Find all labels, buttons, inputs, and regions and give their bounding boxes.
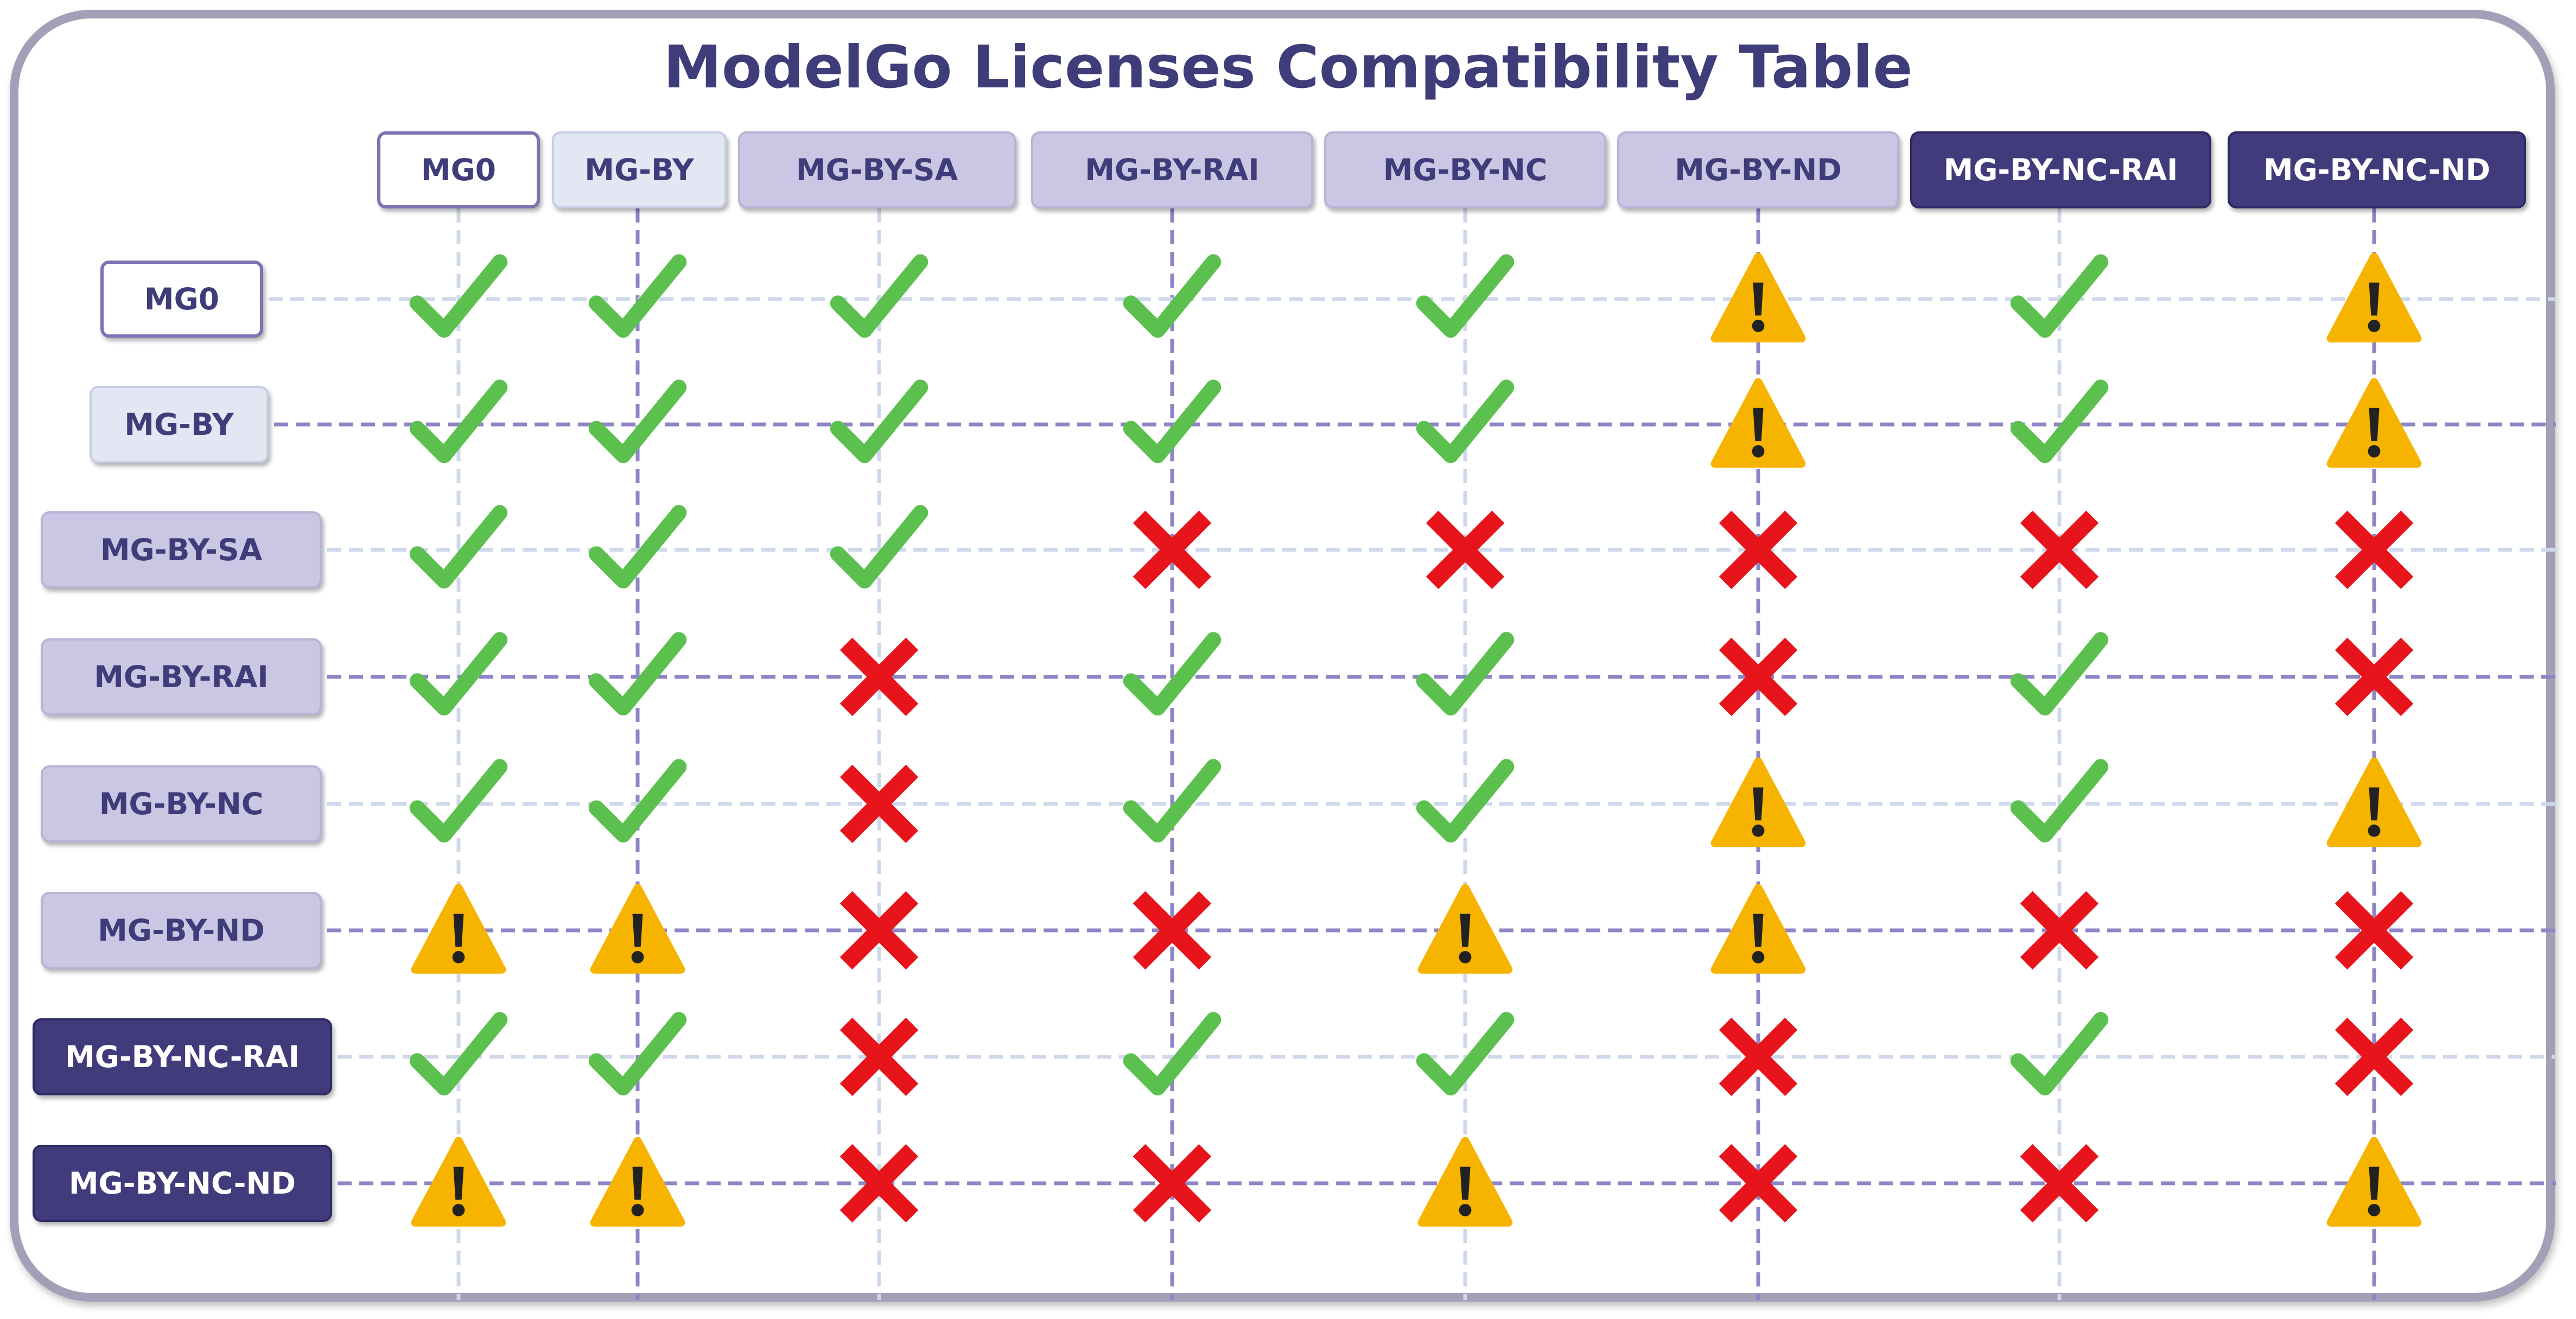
col-header-mg-by-nc-rai: MG-BY-NC-RAI xyxy=(1910,131,2211,208)
check-icon xyxy=(407,752,510,855)
check-icon xyxy=(2008,373,2111,476)
row-header-mg-by-nc-rai: MG-BY-NC-RAI xyxy=(33,1018,332,1095)
check-icon xyxy=(586,1005,689,1108)
cross-icon xyxy=(828,1005,931,1108)
check-icon xyxy=(828,498,931,601)
check-icon xyxy=(586,752,689,855)
cross-icon xyxy=(1414,498,1517,601)
cross-icon xyxy=(1121,498,1224,601)
check-icon xyxy=(1414,1005,1517,1108)
warning-icon xyxy=(2323,373,2426,476)
cross-icon xyxy=(1707,1132,1810,1235)
cross-icon xyxy=(2008,1132,2111,1235)
check-icon xyxy=(586,498,689,601)
row-header-mg-by-rai: MG-BY-RAI xyxy=(41,638,322,715)
row-header-mg-by-nc: MG-BY-NC xyxy=(41,765,322,842)
check-icon xyxy=(2008,248,2111,351)
row-header-mg-by-nd: MG-BY-ND xyxy=(41,892,322,969)
col-header-mg-by-nd: MG-BY-ND xyxy=(1617,131,1899,208)
row-header-mg-by: MG-BY xyxy=(90,386,269,463)
check-icon xyxy=(2008,625,2111,728)
check-icon xyxy=(407,625,510,728)
warning-icon xyxy=(407,879,510,982)
cross-icon xyxy=(1707,498,1810,601)
cross-icon xyxy=(828,1132,931,1235)
row-header-mg-by-nc-nd: MG-BY-NC-ND xyxy=(33,1145,332,1222)
col-header-mg-by-nc: MG-BY-NC xyxy=(1324,131,1606,208)
check-icon xyxy=(828,248,931,351)
cross-icon xyxy=(828,625,931,728)
warning-icon xyxy=(2323,1132,2426,1235)
check-icon xyxy=(2008,752,2111,855)
warning-icon xyxy=(2323,248,2426,351)
col-header-mg-by-sa: MG-BY-SA xyxy=(738,131,1016,208)
cross-icon xyxy=(2323,1005,2426,1108)
warning-icon xyxy=(2323,752,2426,855)
warning-icon xyxy=(1707,752,1810,855)
check-icon xyxy=(1121,373,1224,476)
row-header-mg0: MG0 xyxy=(100,261,263,338)
check-icon xyxy=(407,498,510,601)
col-header-mg-by: MG-BY xyxy=(552,131,727,208)
check-icon xyxy=(1414,752,1517,855)
check-icon xyxy=(1414,625,1517,728)
row-header-mg-by-sa: MG-BY-SA xyxy=(41,511,322,588)
cross-icon xyxy=(1707,625,1810,728)
check-icon xyxy=(2008,1005,2111,1108)
warning-icon xyxy=(407,1132,510,1235)
check-icon xyxy=(586,248,689,351)
col-header-mg0: MG0 xyxy=(377,131,540,208)
cross-icon xyxy=(1121,1132,1224,1235)
col-header-mg-by-nc-nd: MG-BY-NC-ND xyxy=(2228,131,2526,208)
warning-icon xyxy=(1414,879,1517,982)
check-icon xyxy=(407,1005,510,1108)
cross-icon xyxy=(2323,879,2426,982)
check-icon xyxy=(407,373,510,476)
check-icon xyxy=(1121,248,1224,351)
cross-icon xyxy=(1707,1005,1810,1108)
check-icon xyxy=(1414,248,1517,351)
warning-icon xyxy=(1707,373,1810,476)
cross-icon xyxy=(2008,498,2111,601)
check-icon xyxy=(828,373,931,476)
cross-icon xyxy=(2323,625,2426,728)
cross-icon xyxy=(828,879,931,982)
cross-icon xyxy=(2008,879,2111,982)
col-header-mg-by-rai: MG-BY-RAI xyxy=(1031,131,1313,208)
check-icon xyxy=(586,373,689,476)
check-icon xyxy=(1121,752,1224,855)
cross-icon xyxy=(2323,498,2426,601)
check-icon xyxy=(407,248,510,351)
check-icon xyxy=(1121,625,1224,728)
warning-icon xyxy=(586,1132,689,1235)
cross-icon xyxy=(828,752,931,855)
warning-icon xyxy=(586,879,689,982)
check-icon xyxy=(586,625,689,728)
warning-icon xyxy=(1707,879,1810,982)
page-title: ModelGo Licenses Compatibility Table xyxy=(663,34,1913,102)
check-icon xyxy=(1121,1005,1224,1108)
warning-icon xyxy=(1414,1132,1517,1235)
warning-icon xyxy=(1707,248,1810,351)
cross-icon xyxy=(1121,879,1224,982)
check-icon xyxy=(1414,373,1517,476)
